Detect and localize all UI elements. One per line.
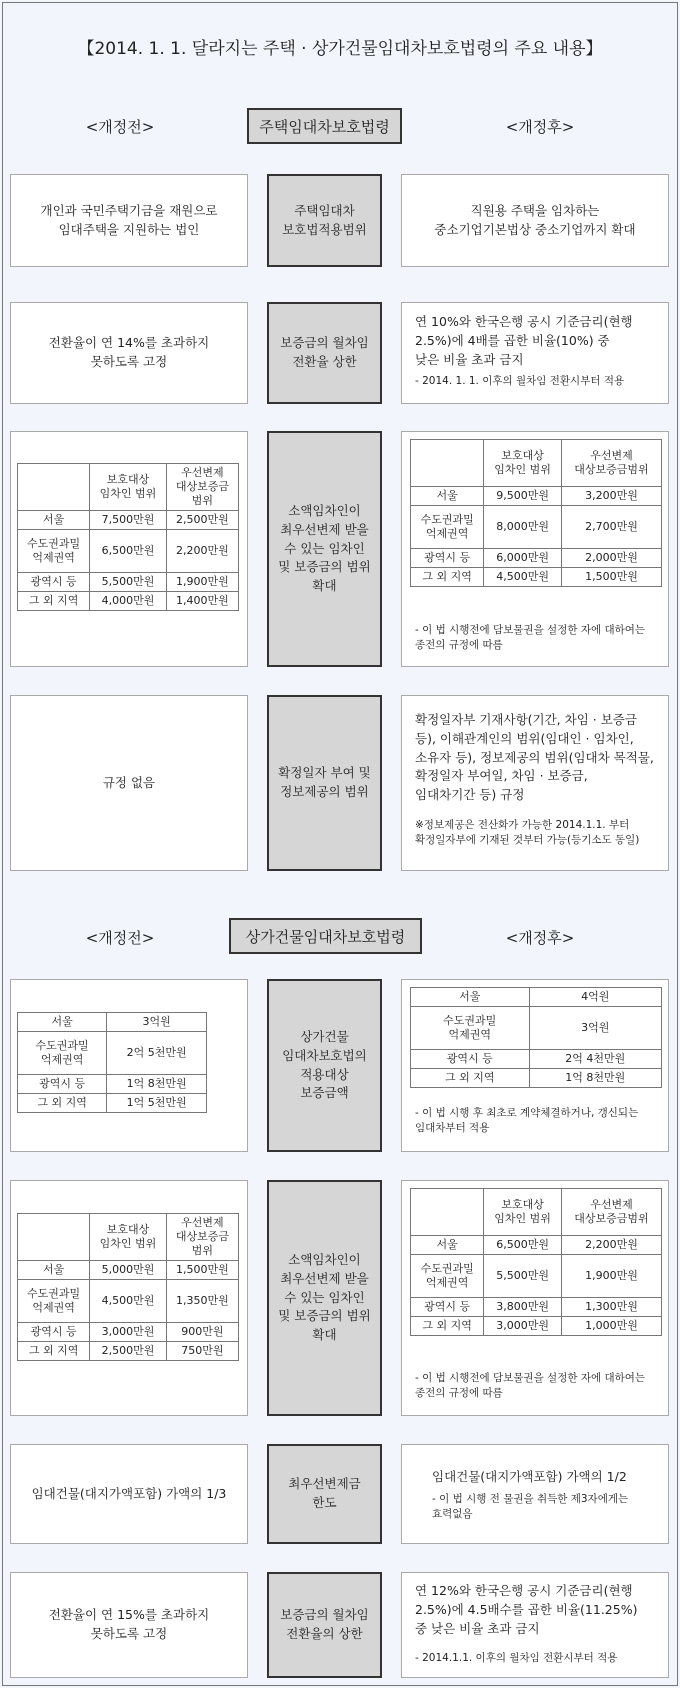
table-cell: 3억원: [107, 1013, 207, 1032]
table-header-row: [411, 1189, 662, 1236]
commercial-r2-before-table: [17, 1213, 239, 1361]
commercial-r3-after: 임대건물(대지가액포함) 가액의 1/2: [432, 1469, 627, 1484]
table-row: [411, 1255, 662, 1298]
commercial-r4-note: - 2014.1.1. 이후의 월차임 전환시부터 적용: [415, 1652, 618, 1664]
table-cell: 수도권과밀 억제권역: [18, 530, 90, 573]
after-header: <개정후>: [505, 929, 575, 947]
housing-r3-category: 소액임차인이 최우선변제 받을 수 있는 임차인 및 보증금의 범위 확대: [267, 431, 382, 667]
table-cell: 1억 8천만원: [107, 1075, 207, 1094]
table-cell: 1,400만원: [166, 592, 238, 611]
table-cell: 보호대상 임차인 범위: [90, 464, 167, 511]
table-cell: 서울: [411, 487, 484, 506]
table-row: [411, 506, 662, 549]
commercial-r2-note: - 이 법 시행전에 담보물권을 설정한 자에 대하여는 종전의 규정에 따름: [415, 1372, 646, 1400]
table-cell: 서울: [18, 1261, 90, 1280]
table-cell: 서울: [18, 511, 90, 530]
table-cell: 광역시 등: [18, 1075, 107, 1094]
table-cell: 750만원: [166, 1342, 238, 1361]
table-cell: 그 외 지역: [18, 1342, 90, 1361]
table-row: [18, 530, 239, 573]
table-row: [18, 1094, 207, 1113]
housing-r2-after: 연 10%와 한국은행 공시 기준금리(현행 2.5%)에 4배를 곱한 비율(10%) 중 낮은 비율 초과 금지: [415, 314, 633, 367]
commercial-r4-category: 보증금의 월차임 전환율의 상한: [267, 1572, 382, 1678]
table-cell: 그 외 지역: [411, 1069, 530, 1088]
table-cell: 수도권과밀 억제권역: [411, 1255, 484, 1298]
table-cell: 보호대상 임차인 범위: [484, 1189, 562, 1236]
table-cell: 광역시 등: [411, 1050, 530, 1069]
table-cell: 2억 5천만원: [107, 1032, 207, 1075]
table-cell: 6,000만원: [484, 549, 562, 568]
table-cell: [18, 464, 90, 511]
table-cell: 9,500만원: [484, 487, 562, 506]
law-title-commercial: 상가건물임대차보호법령: [229, 918, 422, 954]
commercial-r1-after-table: [410, 987, 662, 1088]
table-cell: 1,900만원: [561, 1255, 661, 1298]
table-cell: 서울: [411, 988, 530, 1007]
housing-r2-note: - 2014. 1. 1. 이후의 월차임 전환시부터 적용: [415, 375, 625, 387]
after-header: <개정후>: [505, 118, 575, 136]
table-row: [18, 1280, 239, 1323]
table-cell: 4억원: [529, 988, 662, 1007]
housing-r4-note: ※정보제공은 전산화가 가능한 2014.1.1. 부터 확정일자부에 기재된 것부터 가능(등기소도 동일): [415, 819, 640, 847]
table-cell: 그 외 지역: [18, 1094, 107, 1113]
table-row: [18, 1032, 207, 1075]
table-cell: 3,800만원: [484, 1298, 562, 1317]
commercial-r2-category: 소액임차인이 최우선변제 받을 수 있는 임차인 및 보증금의 범위 확대: [267, 1180, 382, 1416]
housing-r2-category: 보증금의 월차임 전환율 상한: [267, 302, 382, 404]
table-cell: 그 외 지역: [411, 1317, 484, 1336]
table-cell: 1,000만원: [561, 1317, 661, 1336]
table-row: [411, 568, 662, 587]
housing-r4-category: 확정일자 부여 및 정보제공의 범위: [267, 695, 382, 871]
table-cell: [411, 1189, 484, 1236]
table-cell: 그 외 지역: [411, 568, 484, 587]
table-cell: 우선변제 대상보증금범위: [561, 1189, 661, 1236]
commercial-r2-after-table: [410, 1188, 662, 1336]
table-cell: 수도권과밀 억제권역: [18, 1280, 90, 1323]
table-row: [411, 1007, 662, 1050]
commercial-r3-note: - 이 법 시행 전 물권을 취득한 제3자에게는 효력없음: [432, 1493, 629, 1521]
housing-r3-note: - 이 법 시행전에 담보물권을 설정한 자에 대하여는 종전의 규정에 따름: [415, 624, 646, 652]
commercial-r3-before: 임대건물(대지가액포함) 가액의 1/3: [10, 1444, 248, 1544]
table-cell: 3억원: [529, 1007, 662, 1050]
table-cell: 보호대상 임차인 범위: [484, 440, 562, 487]
table-cell: 우선변제 대상보증금범위: [561, 440, 661, 487]
table-cell: 2억 4천만원: [529, 1050, 662, 1069]
table-row: [411, 549, 662, 568]
table-cell: 5,000만원: [90, 1261, 167, 1280]
housing-r1-before: 개인과 국민주택기금을 재원으로 임대주택을 지원하는 법인: [10, 174, 248, 267]
table-cell: 2,700만원: [561, 506, 661, 549]
table-row: [411, 1050, 662, 1069]
table-cell: 그 외 지역: [18, 592, 90, 611]
commercial-r3-category: 최우선변제금 한도: [267, 1444, 382, 1544]
table-cell: 수도권과밀 억제권역: [411, 506, 484, 549]
table-cell: [411, 440, 484, 487]
commercial-r1-category: 상가건물 임대차보호법의 적용대상 보증금액: [267, 979, 382, 1152]
table-cell: 1,350만원: [166, 1280, 238, 1323]
table-cell: 서울: [411, 1236, 484, 1255]
housing-r1-after: 직원용 주택을 임차하는 중소기업기본법상 중소기업까지 확대: [401, 174, 669, 267]
table-row: [411, 1069, 662, 1088]
table-header-row: [18, 1214, 239, 1261]
table-cell: 900만원: [166, 1323, 238, 1342]
table-row: [18, 511, 239, 530]
table-row: [18, 592, 239, 611]
table-cell: 1,500만원: [561, 568, 661, 587]
table-cell: 1,300만원: [561, 1298, 661, 1317]
table-row: [18, 573, 239, 592]
table-cell: 2,000만원: [561, 549, 661, 568]
table-cell: [18, 1214, 90, 1261]
table-row: [411, 1317, 662, 1336]
housing-r3-after-table: [410, 439, 662, 587]
page-title: 【2014. 1. 1. 달라지는 주택 · 상가건물임대차보호법령의 주요 내용】: [77, 39, 603, 59]
before-header: <개정전>: [85, 118, 155, 136]
commercial-r4-before: 전환율이 연 15%를 초과하지 못하도록 고정: [10, 1572, 248, 1678]
table-cell: 4,500만원: [90, 1280, 167, 1323]
housing-r2-before: 전환율이 연 14%를 초과하지 못하도록 고정: [10, 302, 248, 404]
before-header: <개정전>: [85, 929, 155, 947]
table-cell: 3,000만원: [484, 1317, 562, 1336]
table-row: [411, 1298, 662, 1317]
table-cell: 1억 5천만원: [107, 1094, 207, 1113]
table-row: [18, 1261, 239, 1280]
table-cell: 2,500만원: [90, 1342, 167, 1361]
table-cell: 3,000만원: [90, 1323, 167, 1342]
table-header-row: [411, 440, 662, 487]
table-row: [18, 1013, 207, 1032]
table-cell: 7,500만원: [90, 511, 167, 530]
table-cell: 보호대상 임차인 범위: [90, 1214, 167, 1261]
table-cell: 6,500만원: [484, 1236, 562, 1255]
table-cell: 1,900만원: [166, 573, 238, 592]
commercial-r1-before-table: [17, 1012, 207, 1113]
table-cell: 1억 8천만원: [529, 1069, 662, 1088]
table-cell: 6,500만원: [90, 530, 167, 573]
table-cell: 2,200만원: [561, 1236, 661, 1255]
table-cell: 2,500만원: [166, 511, 238, 530]
table-cell: 광역시 등: [18, 573, 90, 592]
table-header-row: [18, 464, 239, 511]
table-cell: 3,200만원: [561, 487, 661, 506]
table-cell: 1,500만원: [166, 1261, 238, 1280]
commercial-r4-after: 연 12%와 한국은행 공시 기준금리(현행 2.5%)에 4.5배수를 곱한 비율(11.25%) 중 낮은 비율 초과 금지: [415, 1583, 638, 1636]
table-cell: 우선변제 대상보증금 범위: [166, 1214, 238, 1261]
table-cell: 수도권과밀 억제권역: [411, 1007, 530, 1050]
table-row: [18, 1323, 239, 1342]
table-cell: 4,500만원: [484, 568, 562, 587]
table-cell: 광역시 등: [411, 549, 484, 568]
table-row: [411, 487, 662, 506]
housing-r3-before-table: [17, 463, 239, 611]
table-cell: 8,000만원: [484, 506, 562, 549]
table-cell: 서울: [18, 1013, 107, 1032]
table-cell: 4,000만원: [90, 592, 167, 611]
commercial-r1-note: - 이 법 시행 후 최초로 계약체결하거나, 갱신되는 임대차부터 적용: [415, 1107, 639, 1135]
table-cell: 5,500만원: [90, 573, 167, 592]
table-row: [411, 988, 662, 1007]
table-cell: 수도권과밀 억제권역: [18, 1032, 107, 1075]
housing-r4-before: 규정 없음: [10, 695, 248, 871]
table-row: [18, 1075, 207, 1094]
housing-r1-category: 주택임대차 보호법적용범위: [267, 174, 382, 267]
table-row: [18, 1342, 239, 1361]
table-cell: 5,500만원: [484, 1255, 562, 1298]
housing-r4-after: 확정일자부 기재사항(기간, 차임 · 보증금 등), 이해관계인의 범위(임대인 · 임차인, 소유자 등), 정보제공의 범위(임대차 목적물, 확정일자 부여일, 차임 · 보증금, 임대차기간 등) 규정: [415, 712, 654, 802]
table-row: [411, 1236, 662, 1255]
table-cell: 2,200만원: [166, 530, 238, 573]
table-cell: 광역시 등: [18, 1323, 90, 1342]
law-title-housing: 주택임대차보호법령: [247, 108, 402, 144]
table-cell: 광역시 등: [411, 1298, 484, 1317]
table-cell: 우선변제 대상보증금 범위: [166, 464, 238, 511]
